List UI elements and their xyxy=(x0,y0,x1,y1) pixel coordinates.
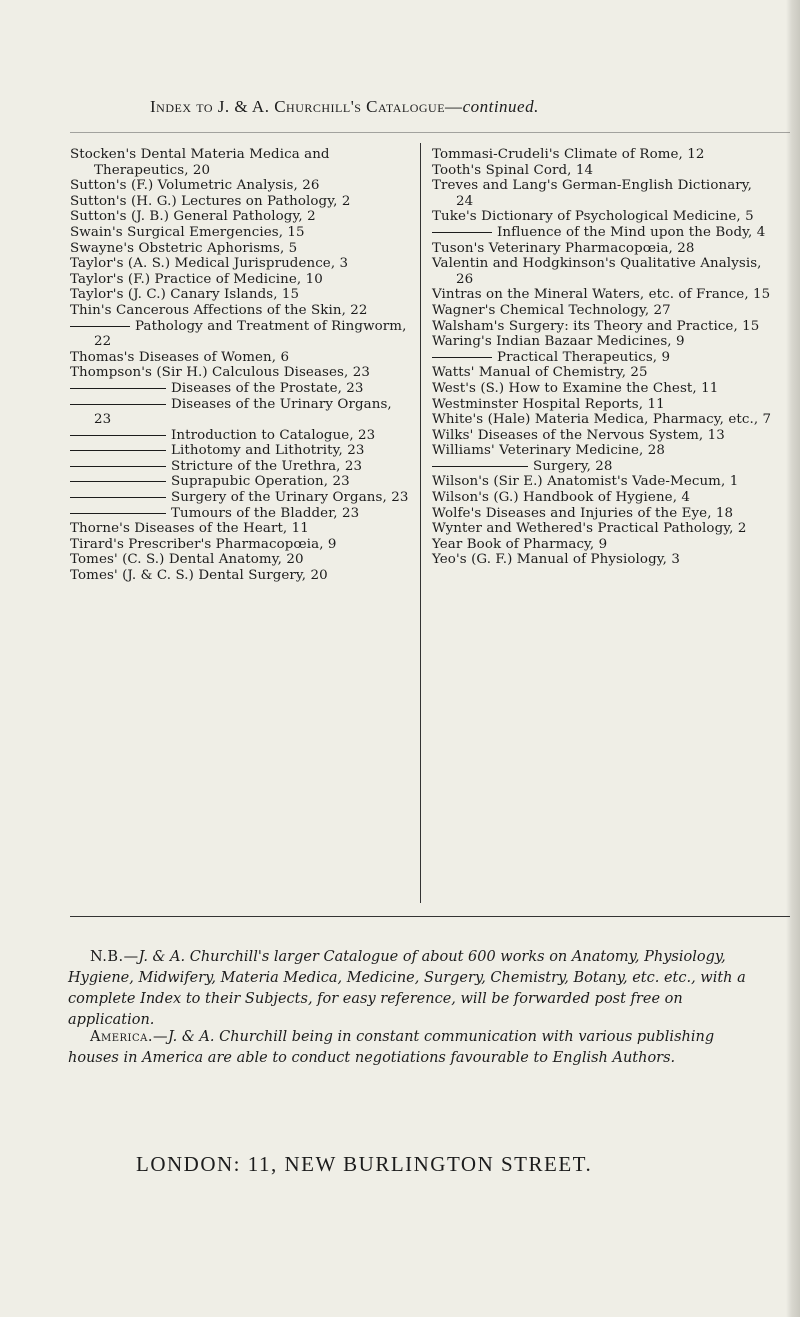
entry-text: Thin's Cancerous Affections of the Skin, 22 xyxy=(70,302,368,318)
ditto-dash xyxy=(70,404,166,405)
index-entry xyxy=(432,443,772,459)
entry-text: Diseases of the Urinary Organs, 23 xyxy=(94,396,392,428)
entry-text: Influence of the Mind upon the Body, 4 xyxy=(497,224,766,240)
header-rule xyxy=(70,132,790,133)
index-entry xyxy=(432,506,772,522)
entry-text: Year Book of Pharmacy, 9 xyxy=(432,536,608,552)
index-entry xyxy=(432,147,772,163)
index-entry xyxy=(432,521,772,537)
entry-text: Waring's Indian Bazaar Medicines, 9 xyxy=(432,334,685,350)
entry-text: Tooth's Spinal Cord, 14 xyxy=(432,162,594,178)
index-entry xyxy=(70,287,410,303)
index-subentry xyxy=(432,350,772,366)
ditto-dash xyxy=(70,450,166,451)
index-subentry xyxy=(70,319,410,350)
index-entry xyxy=(70,256,410,272)
entry-text: Suprapubic Operation, 23 xyxy=(171,474,350,490)
entry-text: Tirard's Prescriber's Pharmacopœia, 9 xyxy=(70,536,337,552)
index-entry xyxy=(432,178,772,209)
entry-text: Practical Therapeutics, 9 xyxy=(497,349,671,365)
index-entry xyxy=(432,428,772,444)
entry-text: Tumours of the Bladder, 23 xyxy=(171,505,360,521)
index-subentry xyxy=(70,506,410,522)
entry-text: Taylor's (F.) Practice of Medicine, 10 xyxy=(70,271,323,287)
index-subentry xyxy=(432,225,772,241)
index-entry xyxy=(70,303,410,319)
ditto-dash xyxy=(70,513,166,514)
entry-text: Wilson's (G.) Handbook of Hygiene, 4 xyxy=(432,490,691,506)
america-text: J. & A. Churchill being in constant communication with various publishing houses in America are able to conduct negotiations favourable to English Authors. xyxy=(68,1028,715,1066)
entry-text: Surgery, 28 xyxy=(533,458,613,474)
index-entry xyxy=(432,365,772,381)
index-subentry xyxy=(70,381,410,397)
index-column-left xyxy=(70,147,410,584)
entry-text: Taylor's (J. C.) Canary Islands, 15 xyxy=(70,287,300,303)
ditto-dash xyxy=(432,357,492,358)
entry-text: Tuson's Veterinary Pharmacopœia, 28 xyxy=(432,240,695,256)
entry-text: Wagner's Chemical Technology, 27 xyxy=(432,302,671,318)
index-entry xyxy=(70,241,410,257)
entry-text: Diseases of the Prostate, 23 xyxy=(171,380,364,396)
entry-text: Pathology and Treatment of Ringworm, 22 xyxy=(94,318,407,350)
entry-text: Wynter and Wethered's Practical Pathology, 2 xyxy=(432,521,747,537)
ditto-dash xyxy=(70,481,166,482)
ditto-dash xyxy=(70,497,166,498)
entry-text: Valentin and Hodgkinson's Qualitative Analysis, 26 xyxy=(432,256,762,287)
ditto-dash xyxy=(70,435,166,436)
entry-text: Wilks' Diseases of the Nervous System, 13 xyxy=(432,427,725,443)
entry-text: Surgery of the Urinary Organs, 23 xyxy=(171,490,409,506)
entry-text: Walsham's Surgery: its Theory and Practice, 15 xyxy=(432,318,760,334)
index-entry xyxy=(70,537,410,553)
ditto-dash xyxy=(70,326,130,327)
index-subentry xyxy=(70,443,410,459)
entry-text: Wilson's (Sir E.) Anatomist's Vade-Mecum, 1 xyxy=(432,474,739,490)
header-title: Index to J. & A. Churchill's Catalogue— xyxy=(150,97,463,116)
index-entry xyxy=(70,178,410,194)
entry-text: Tommasi-Crudeli's Climate of Rome, 12 xyxy=(432,147,705,162)
index-entry xyxy=(432,287,772,303)
page-edge-shadow xyxy=(786,0,800,1317)
index-entry xyxy=(70,194,410,210)
publisher-address: LONDON: 11, NEW BURLINGTON STREET. xyxy=(136,1152,593,1176)
index-subentry xyxy=(70,490,410,506)
index-entry xyxy=(432,490,772,506)
entry-text: Vintras on the Mineral Waters, etc. of France, 15 xyxy=(432,287,771,303)
column-divider xyxy=(420,143,421,903)
america-note xyxy=(68,1027,768,1069)
page-header xyxy=(150,97,710,117)
index-subentry xyxy=(70,459,410,475)
entry-text: Sutton's (H. G.) Lectures on Pathology, 2 xyxy=(70,193,351,209)
entry-text: Tuke's Dictionary of Psychological Medicine, 5 xyxy=(432,209,754,225)
entry-text: Tomes' (J. & C. S.) Dental Surgery, 20 xyxy=(70,568,328,584)
ditto-dash xyxy=(432,466,528,467)
entry-text: Yeo's (G. F.) Manual of Physiology, 3 xyxy=(432,552,680,568)
entry-text: Thompson's (Sir H.) Calculous Diseases, 23 xyxy=(70,365,370,381)
index-entry xyxy=(70,521,410,537)
index-entry xyxy=(432,256,772,287)
index-subentry xyxy=(432,459,772,475)
ditto-dash xyxy=(70,466,166,467)
index-entry xyxy=(70,568,410,584)
index-entry xyxy=(432,537,772,553)
index-entry xyxy=(70,552,410,568)
entry-text: Introduction to Catalogue, 23 xyxy=(171,427,376,443)
entry-text: Sutton's (F.) Volumetric Analysis, 26 xyxy=(70,178,320,194)
entry-text: Swayne's Obstetric Aphorisms, 5 xyxy=(70,240,298,256)
entry-text: Swain's Surgical Emergencies, 15 xyxy=(70,224,305,240)
ditto-dash xyxy=(70,388,166,389)
index-entry xyxy=(432,209,772,225)
index-entry xyxy=(70,365,410,381)
index-entry xyxy=(432,303,772,319)
index-entry xyxy=(432,381,772,397)
header-continued: continued. xyxy=(462,97,539,116)
index-entry xyxy=(70,272,410,288)
index-entry xyxy=(70,225,410,241)
index-entry xyxy=(70,209,410,225)
america-lead: America.— xyxy=(90,1028,168,1045)
entry-text: Treves and Lang's German-English Dictionary, 24 xyxy=(432,178,753,209)
index-entry xyxy=(432,319,772,335)
entry-text: Williams' Veterinary Medicine, 28 xyxy=(432,443,666,459)
entry-text: Westminster Hospital Reports, 11 xyxy=(432,396,665,412)
entry-text: Thorne's Diseases of the Heart, 11 xyxy=(70,521,309,537)
index-entry xyxy=(432,552,772,568)
nb-note xyxy=(68,947,768,1031)
entry-text: Wolfe's Diseases and Injuries of the Eye, 18 xyxy=(432,505,734,521)
entry-text: Stricture of the Urethra, 23 xyxy=(171,458,363,474)
index-entry xyxy=(432,412,772,428)
index-entry xyxy=(70,147,410,178)
index-subentry xyxy=(70,428,410,444)
nb-text: J. & A. Churchill's larger Catalogue of about 600 works on Anatomy, Physiology, Hygiene, Midwifery, Materia Medica, Medicine, Surgery, Chemistry, Botany, etc. etc., with a complete Index to their Subjects, for easy reference, will be forwarded post free on application. xyxy=(68,948,746,1028)
entry-text: Stocken's Dental Materia Medica and Therapeutics, 20 xyxy=(70,147,330,178)
entry-text: Sutton's (J. B.) General Pathology, 2 xyxy=(70,209,316,225)
index-entry xyxy=(432,163,772,179)
entry-text: Tomes' (C. S.) Dental Anatomy, 20 xyxy=(70,552,304,568)
entry-text: White's (Hale) Materia Medica, Pharmacy, etc., 7 xyxy=(432,412,772,428)
index-entry xyxy=(432,334,772,350)
entry-text: Watts' Manual of Chemistry, 25 xyxy=(432,365,648,381)
entry-text: West's (S.) How to Examine the Chest, 11 xyxy=(432,380,719,396)
entry-text: Taylor's (A. S.) Medical Jurisprudence, 3 xyxy=(70,256,349,272)
index-entry xyxy=(432,397,772,413)
index-subentry xyxy=(70,474,410,490)
ditto-dash xyxy=(432,232,492,233)
index-entry xyxy=(70,350,410,366)
index-entry xyxy=(432,241,772,257)
nb-lead: N.B.— xyxy=(90,948,139,965)
entry-text: Thomas's Diseases of Women, 6 xyxy=(70,349,290,365)
entry-text: Lithotomy and Lithotrity, 23 xyxy=(171,443,365,459)
section-rule xyxy=(70,916,790,917)
index-entry xyxy=(432,474,772,490)
index-subentry xyxy=(70,397,410,428)
index-column-right xyxy=(432,147,772,568)
